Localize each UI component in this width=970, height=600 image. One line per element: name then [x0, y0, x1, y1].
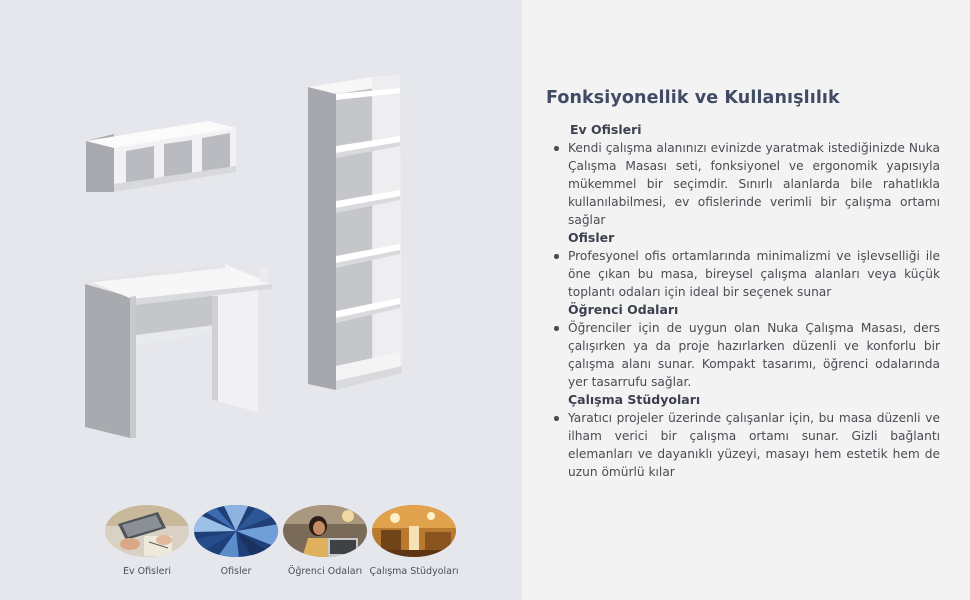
section-text-ogrenci-odalari: Öğrenciler için de uygun olan Nuka Çalışma Masası, ders çalışırken ya da proje hazırlarken düzenli ve konforlu bir çalışma alanı sunar. Kompakt tasarımı, öğrenci odalarında yer tasarrufu sağlar. [552, 319, 940, 391]
laptop-desk-photo-icon [104, 504, 190, 558]
office-buildings-photo-icon [193, 504, 279, 558]
thumb-calisma-studyolari[interactable] [369, 504, 459, 577]
usage-sections [552, 121, 940, 481]
usage-thumbnails [102, 504, 472, 584]
thumb-ev-ofisleri[interactable] [102, 504, 192, 577]
desk [85, 264, 272, 438]
section-title-calisma-studyolari: Çalışma Stüdyoları [568, 392, 701, 407]
section-title-ogrenci-odalari: Öğrenci Odaları [568, 302, 679, 317]
section-text-ev-ofisleri: Kendi çalışma alanınızı evinizde yaratmak istediğinizde Nuka Çalışma Masası seti, fonksiyonel ve ergonomik yapısıyla mükemmel bir seçimdir. Sınırlı alanlarda bile rahatlıkla kullanılabilmesi, ev ofislerinde verimli bir çalışma ortamı sağlar [552, 139, 940, 229]
thumb-ofisler[interactable] [191, 504, 281, 577]
thumb-label-calisma-studyolari: Çalışma Stüdyoları [369, 566, 459, 577]
section-title-ev-ofisleri: Ev Ofisleri [570, 122, 642, 137]
thumb-label-ofisler: Ofisler [220, 566, 252, 577]
section-text-calisma-studyolari: Yaratıcı projeler üzerinde çalışanlar için, bu masa düzenli ve ilham verici bir çalışma ortamı sunar. Gizli bağlantı elemanları ve dayanıklı yüzeyi, masayı hem estetik hem de uzun ömürlü kılar [552, 409, 940, 481]
thumb-label-ogrenci-odalari: Öğrenci Odaları [287, 566, 363, 577]
studio-photo-icon [371, 504, 457, 558]
student-photo-icon [282, 504, 368, 558]
thumb-label-ev-ofisleri: Ev Ofisleri [122, 566, 172, 577]
section-text-ofisler: Profesyonel ofis ortamlarında minimalizmi ve işlevselliği ile öne çıkan bu masa, bireysel çalışma alanları veya küçük toplantı odaları için ideal bir seçenek sunar [552, 247, 940, 301]
wall-shelf [86, 121, 236, 192]
bookcase [308, 75, 402, 390]
section-title-ofisler: Ofisler [568, 230, 615, 245]
page-title: Fonksiyonellik ve Kullanışlılık [546, 88, 840, 108]
thumb-ogrenci-odalari[interactable] [280, 504, 370, 577]
